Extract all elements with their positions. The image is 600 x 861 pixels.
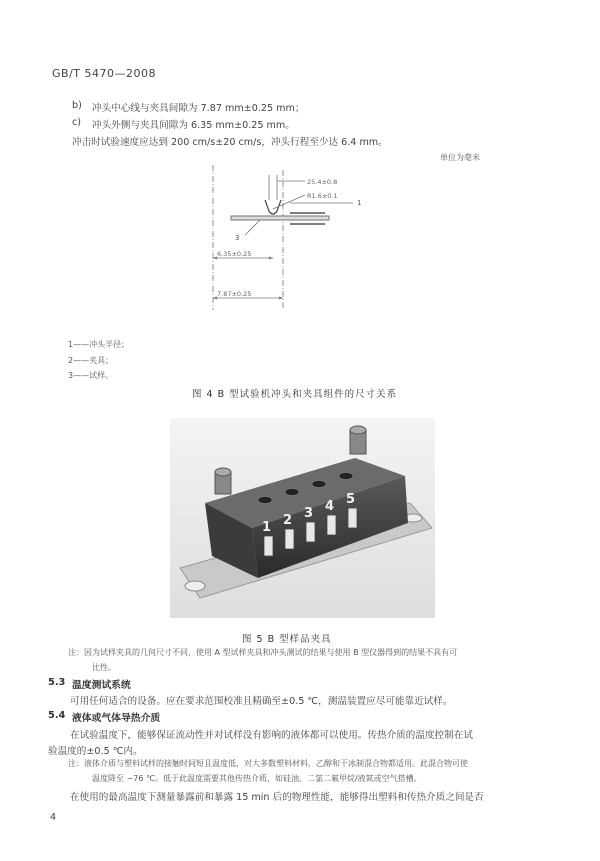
- section-body: 验温度的±0.5 ℃内。: [48, 746, 143, 757]
- section-title: 液体或气体导热介质: [72, 713, 161, 724]
- list-item-label: c): [72, 117, 82, 128]
- figure4-caption: 图 4 B 型试验机冲头和夹具组件的尺寸关系: [192, 389, 398, 400]
- slot-number: 5: [346, 492, 356, 507]
- figure5-note-line: 注：因为试样夹具的几何尺寸不同，使用 A 型试样夹具和冲头测试的结果与使用 B 型仪器得到的结果不具有可: [68, 648, 458, 657]
- section-body: 在试验温度下，能够保证流动性并对试样没有影响的液体都可以使用。传热介质的温度控制在试: [70, 730, 473, 741]
- section-body: 可用任何适合的设备。应在要求范围校准且精确至±0.5 ℃，测温装置应尽可能靠近试样。: [70, 696, 453, 707]
- slot-number: 4: [325, 499, 335, 514]
- legend-item: 2——夹具；: [68, 356, 114, 365]
- paragraph: 在使用的最高温度下测量暴露前和暴露 15 min 后的物理性能，能够得出塑料和传热介质之间是否: [70, 792, 484, 803]
- slot-number: 2: [283, 513, 293, 528]
- note-line: 注：液体介质与塑料试样的接触时间短且温度低，对大多数塑料材料，乙醇和干冰制混合物都适用。此混合物可使: [68, 759, 468, 768]
- dim-outer-gap: 6.35±0.25: [217, 250, 252, 258]
- dim-stroke: 25.4±0.8: [307, 178, 338, 186]
- page-number: 4: [50, 812, 57, 823]
- figure4-drawing: [195, 165, 435, 315]
- legend-item: 1——冲头半径；: [68, 340, 130, 349]
- standard-number: GB/T 5470—2008: [52, 67, 156, 80]
- note-line: 温度降至 −76 ℃。低于此温度需要其他传热介质，如硅油、二氯二氟甲烷/液氮或空气搭槽。: [92, 774, 422, 783]
- slot-number: 1: [262, 520, 272, 535]
- legend-item: 3——试样。: [68, 371, 114, 380]
- dim-radius: R1.6±0.1: [307, 192, 338, 200]
- callout-1: 1: [357, 199, 362, 207]
- callout-3: 3: [235, 234, 240, 242]
- speed-paragraph: 冲击时试验速度应达到 200 cm/s±20 cm/s，冲头行程至少达 6.4 mm。: [72, 137, 388, 148]
- figure5-note-line: 比性。: [92, 663, 116, 672]
- list-item-text: 冲头外侧与夹具间隙为 6.35 mm±0.25 mm。: [92, 120, 295, 131]
- slot-number: 3: [304, 506, 314, 521]
- list-item-text: 冲头中心线与夹具间隙为 7.87 mm±0.25 mm；: [92, 103, 305, 114]
- figure5-photo: [170, 418, 435, 618]
- section-number: 5.3: [48, 677, 66, 688]
- section-number: 5.4: [48, 710, 66, 721]
- section-title: 温度测试系统: [72, 680, 131, 691]
- figure5-caption: 图 5 B 型样品夹具: [242, 634, 332, 645]
- list-item-label: b): [72, 100, 82, 111]
- dim-center-gap: 7.87±0.25: [217, 290, 252, 298]
- unit-note: 单位为毫米: [440, 153, 480, 162]
